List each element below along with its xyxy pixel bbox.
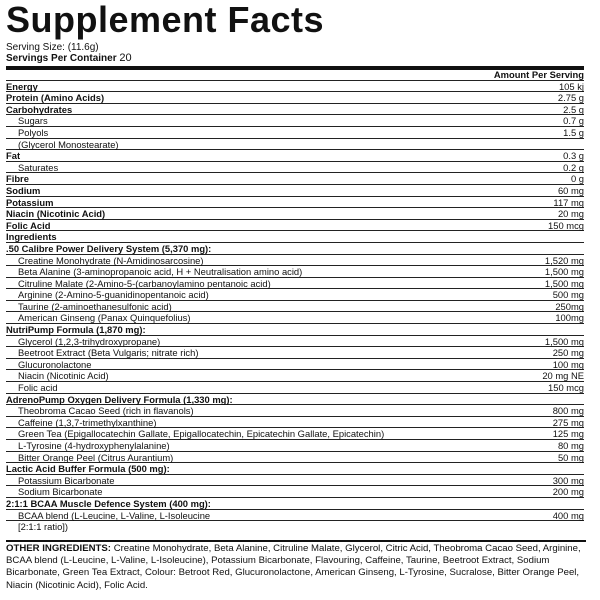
fact-label: Protein (Amino Acids)	[6, 92, 105, 104]
servings-value: 20	[119, 52, 132, 64]
fact-value: 275 mg	[552, 416, 584, 428]
fact-row	[6, 301, 584, 313]
fact-value: 117 mg	[553, 196, 584, 208]
fact-value: 2.75 g	[557, 92, 584, 104]
fact-row	[6, 197, 584, 209]
fact-value: 1.5 g	[563, 126, 584, 138]
fact-row	[6, 324, 584, 336]
fact-label: Creatine Monohydrate (N-Amidinosarcosine)	[18, 254, 204, 266]
fact-row	[6, 243, 584, 255]
fact-value: 150 mcg	[548, 219, 584, 231]
fact-row	[6, 255, 584, 267]
fact-label: Citruline Malate (2-Amino-5-(carbanoylamino pentanoic acid)	[18, 277, 271, 289]
fact-label: (Glycerol Monostearate)	[18, 138, 119, 150]
fact-label: Carbohydrates	[6, 103, 73, 115]
fact-label: L-Tyrosine (4-hydroxyphenylalanine)	[18, 440, 170, 451]
fact-label: Beetroot Extract (Beta Vulgaris; nitrate rich)	[18, 347, 199, 359]
fact-row	[6, 81, 584, 93]
fact-row	[6, 266, 584, 278]
fact-label: Fat	[6, 150, 21, 162]
fact-label: BCAA blend (L-Leucine, L-Valine, L-Isoleucine	[18, 509, 211, 521]
fact-label: Taurine (2-aminoethanesulfonic acid)	[18, 300, 172, 312]
fact-row	[6, 185, 584, 197]
fact-label: .50 Calibre Power Delivery System (5,370 mg):	[6, 242, 212, 254]
fact-value: 100mg	[555, 312, 584, 324]
fact-row	[6, 486, 584, 498]
fact-label: Potassium	[6, 196, 54, 208]
fact-row	[6, 336, 584, 348]
fact-row	[6, 417, 584, 429]
fact-label: American Ginseng (Panax Quinquefolius)	[18, 312, 191, 324]
fact-label: [2:1:1 ratio])	[18, 521, 69, 533]
other-ingredients-label: OTHER INGREDIENTS:	[6, 543, 112, 554]
fact-row	[6, 92, 584, 104]
fact-row	[6, 289, 584, 301]
fact-label: 2:1:1 BCAA Muscle Defence System (400 mg):	[6, 497, 211, 509]
fact-row	[6, 104, 584, 116]
fact-value: 200 mg	[552, 486, 584, 498]
fact-label: Sodium Bicarbonate	[18, 486, 103, 498]
fact-row	[6, 162, 584, 174]
fact-row	[6, 521, 584, 533]
fact-row	[6, 139, 584, 151]
fact-value: 100 mg	[552, 358, 584, 370]
fact-row	[6, 347, 584, 359]
fact-row	[6, 127, 584, 139]
servings-per-container	[6, 53, 132, 64]
fact-value: 60 mg	[557, 184, 584, 196]
fact-label: Beta Alanine (3-aminopropanoic acid, H + Neutralisation amino acid)	[18, 266, 303, 278]
fact-row	[6, 370, 584, 382]
fact-label: Ingredients	[6, 231, 57, 243]
servings-label: Servings Per Container	[6, 53, 117, 64]
fact-row	[6, 428, 584, 440]
fact-label: Niacin (Nicotinic Acid)	[18, 370, 109, 382]
fact-value: 0 g	[570, 173, 584, 185]
fact-row	[6, 475, 584, 487]
fact-value: 500 mg	[552, 289, 584, 301]
fact-row	[6, 498, 584, 510]
fact-label: Caffeine (1,3,7-trimethylxanthine)	[18, 416, 157, 428]
fact-label: Theobroma Cacao Seed (rich in flavanols)	[18, 405, 194, 417]
fact-label: Lactic Acid Buffer Formula (500 mg):	[6, 463, 170, 475]
amount-header: Amount Per Serving	[493, 69, 584, 80]
fact-value: 1,500 mg	[544, 277, 584, 289]
fact-label: Potassium Bicarbonate	[18, 474, 115, 486]
fact-row	[6, 231, 584, 243]
fact-label: Arginine (2-Amino-5-guanidinopentanoic acid)	[18, 289, 209, 301]
fact-row	[6, 463, 584, 475]
fact-row	[6, 208, 584, 220]
panel-title: Supplement Facts	[6, 0, 325, 40]
fact-label: Sodium	[6, 184, 41, 196]
fact-value: 1,520 mg	[544, 254, 584, 266]
fact-value: 50 mg	[557, 451, 584, 463]
fact-value: 1,500 mg	[544, 335, 584, 347]
fact-row	[6, 278, 584, 290]
other-ingredients	[6, 540, 586, 592]
amount-header-row	[6, 69, 584, 81]
serving-size: Serving Size: (11.6g)	[6, 42, 99, 53]
fact-label: Green Tea (Epigallocatechin Gallate, Epigallocatechin, Epicatechin Gallate, Epicatechin)	[18, 428, 385, 440]
fact-value: 150 mcg	[548, 382, 584, 394]
fact-row	[6, 312, 584, 324]
other-ingredients-text: Creatine Monohydrate, Beta Alanine, Citruline Malate, Glycerol, Citric Acid, Theobroma Cacao Seed, Arginine, BCAA blend (L-Leucine, L-Valine, L-Isoleucine), Potassium Bicarbonate, Flavouring, Caffeine, Taurine, Beetroot Extract, Sodium Bicarbonate, Green Tea Extract, Colour: Betroot Red, Glucuronolactone, American Ginseng, L-Tyrosine, Sucralose, Bitter Orange Peel, Niacin (Nicotinic Acid), Folic Acid.	[6, 543, 581, 591]
fact-value: 300 mg	[552, 474, 584, 486]
fact-label: AdrenoPump Oxygen Delivery Formula (1,330 mg):	[6, 393, 233, 405]
fact-label: Folic Acid	[6, 219, 51, 231]
fact-label: Polyols	[18, 126, 49, 138]
fact-value: 125 mg	[552, 428, 584, 440]
fact-row	[6, 382, 584, 394]
fact-row	[6, 440, 584, 452]
fact-label: Energy	[6, 80, 38, 92]
fact-value: 20 mg NE	[542, 370, 584, 382]
fact-label: Folic acid	[18, 382, 58, 394]
fact-label: Glycerol (1,2,3-trihydroxypropane)	[18, 335, 161, 347]
fact-label: Niacin (Nicotinic Acid)	[6, 208, 106, 220]
fact-row	[6, 510, 584, 522]
fact-row	[6, 394, 584, 406]
fact-row	[6, 115, 584, 127]
fact-value: 400 mg	[552, 509, 584, 521]
fact-label: NutriPump Formula (1,870 mg):	[6, 324, 146, 336]
fact-row	[6, 173, 584, 185]
fact-row	[6, 452, 584, 464]
fact-value: 0.3 g	[563, 150, 584, 162]
fact-row	[6, 150, 584, 162]
fact-value: 20 mg	[557, 208, 584, 220]
fact-label: Glucuronolactone	[18, 358, 92, 370]
fact-row	[6, 359, 584, 371]
fact-label: Sugars	[18, 115, 48, 127]
fact-value: 0.2 g	[563, 161, 584, 173]
fact-row	[6, 220, 584, 232]
fact-value: 80 mg	[557, 440, 584, 451]
fact-row	[6, 405, 584, 417]
fact-label: Saturates	[18, 161, 59, 173]
fact-value: 1,500 mg	[544, 266, 584, 278]
fact-value: 2.5 g	[563, 103, 584, 115]
fact-value: 800 mg	[552, 405, 584, 417]
fact-value: 0.7 g	[563, 115, 584, 127]
fact-label: Fibre	[6, 173, 29, 185]
fact-value: 250 mg	[552, 347, 584, 359]
fact-value: 250mg	[555, 300, 584, 312]
fact-label: Bitter Orange Peel (Citrus Aurantium)	[18, 451, 174, 463]
fact-value: 105 kj	[558, 80, 584, 92]
facts-table	[6, 69, 584, 533]
